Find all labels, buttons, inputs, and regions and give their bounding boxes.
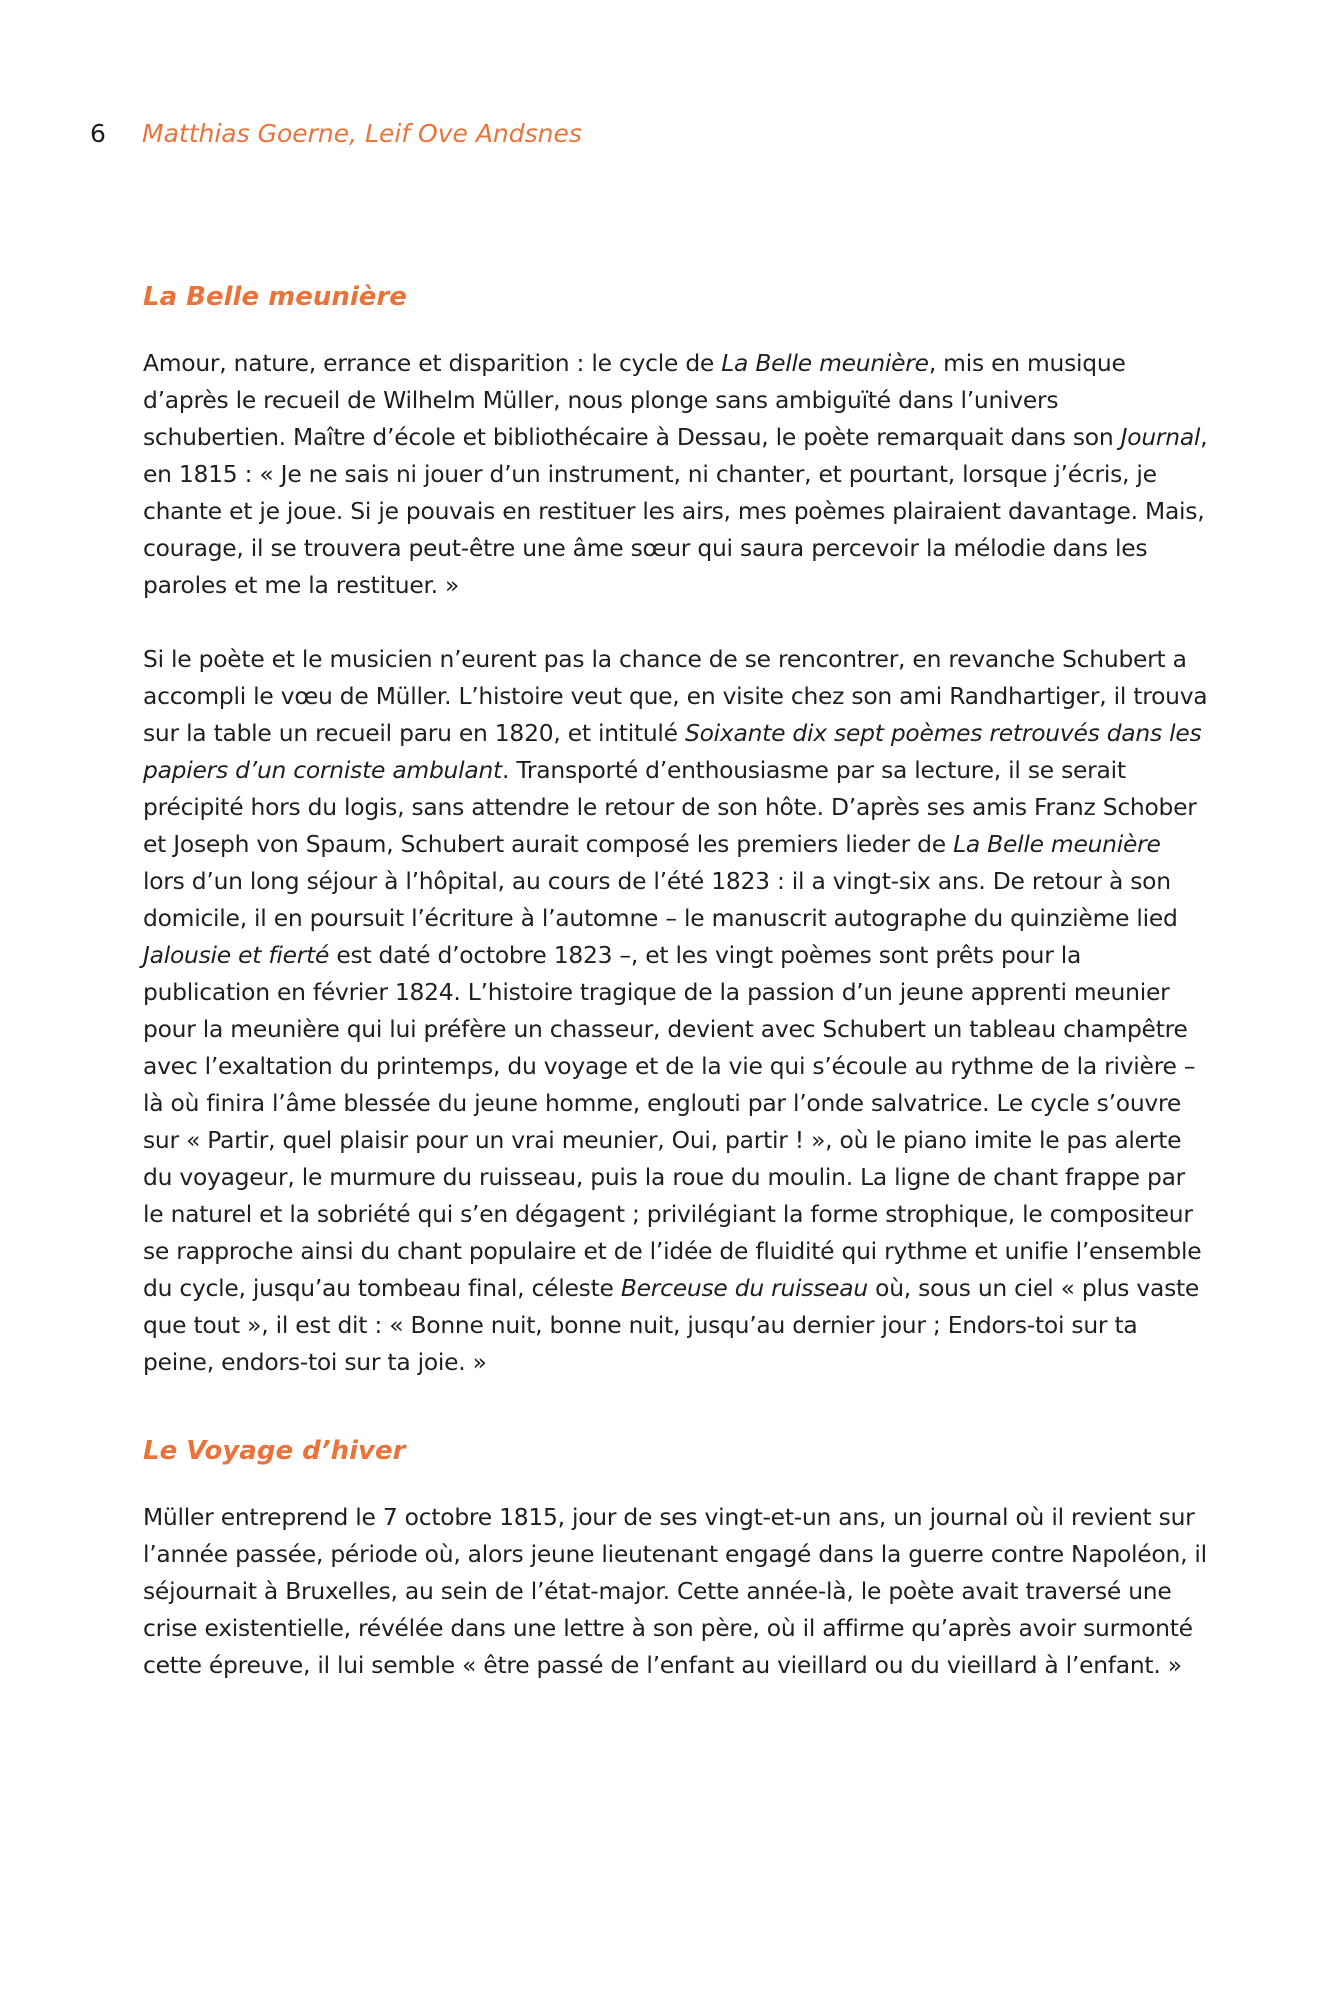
text-run: , mis en musique d’après le recueil de Wilhelm Müller, nous plonge sans ambiguïté dans l’univers schubertien. Maître d’école et bibliothécaire à Dessau, le poète remarquait dans son [143,349,1126,451]
text-run: . Transporté d’enthousiasme par sa lecture, il se serait précipité hors du logis, sans attendre le retour de son hôte. D’après ses amis Franz Schober et Joseph von Spaum, Schubert aurait composé les premiers lieder de [143,756,1197,858]
work-title: Berceuse du ruisseau [620,1274,868,1302]
work-title: Jalousie et fierté [143,941,330,969]
section-title-voyage-hiver: Le Voyage d’hiver [143,1436,406,1466]
work-title: La Belle meunière [953,830,1161,858]
running-head: Matthias Goerne, Leif Ove Andsnes [142,119,582,148]
article-body [143,279,1208,1684]
paragraph [143,345,1208,604]
text-run: Amour, nature, errance et disparition : le cycle de [143,349,722,377]
text-run: est daté d’octobre 1823 –, et les vingt poèmes sont prêts pour la publication en février 1824. L’histoire tragique de la passion d’un jeune apprenti meunier pour la meunière qui lui préfère un chasseur, devient avec Schubert un tableau champêtre avec l’exaltation du printemps, du voyage et de la vie qui s’écoule au rythme de la rivière – là où finira l’âme blessée du jeune homme, englouti par l’onde salvatrice. Le cycle s’ouvre sur « Partir, quel plaisir pour un vrai meunier, Oui, partir ! », où le piano imite le pas alerte du voyageur, le murmure du ruisseau, puis la roue du moulin. La ligne de chant frappe par le naturel et la sobriété qui s’en dégagent ; privilégiant la forme strophique, le compositeur se rapproche ainsi du chant populaire et de l’idée de fluidité qui rythme et unifie l’ensemble du cycle, jusqu’au tombeau final, céleste [143,941,1202,1302]
text-run: , en 1815 : « Je ne sais ni jouer d’un instrument, ni chanter, et pourtant, lorsque j’écris, je chante et je joue. Si je pouvais en restituer les airs, mes poèmes plairaient davantage. Mais, courage, il se trouvera peut-être une âme sœur qui saura percevoir la mélodie dans les paroles et me la restituer. » [143,423,1208,599]
work-title: Journal [1120,423,1201,451]
section-title-belle-meuniere: La Belle meunière [143,282,407,312]
text-run: Si le poète et le musicien n’eurent pas la chance de se rencontrer, en revanche Schubert a accompli le vœu de Müller. L’histoire veut que, en visite chez son ami Randhartiger, il trouva sur la table un recueil paru en 1820, et intitulé [143,645,1208,747]
paragraph [143,1499,1208,1684]
page-number: 6 [90,119,106,148]
text-run: où, sous un ciel « plus vaste que tout », il est dit : « Bonne nuit, bonne nuit, jusqu’au dernier jour ; Endors-toi sur ta peine, endors-toi sur ta joie. » [143,1274,1200,1376]
work-title: La Belle meunière [721,349,929,377]
text-run: lors d’un long séjour à l’hôpital, au cours de l’été 1823 : il a vingt-six ans. De retour à son domicile, il en poursuit l’écriture à l’automne – le manuscrit autographe du quinzième lied [143,867,1178,932]
text-run: Müller entreprend le 7 octobre 1815, jour de ses vingt-et-un ans, un journal où il revient sur l’année passée, période où, alors jeune lieutenant engagé dans la guerre contre Napoléon, il séjournait à Bruxelles, au sein de l’état-major. Cette année-là, le poète avait traversé une crise existentielle, révélée dans une lettre à son père, où il affirme qu’après avoir surmonté cette épreuve, il lui semble « être passé de l’enfant au vieillard ou du vieillard à l’enfant. » [143,1503,1207,1679]
page-header [90,117,582,151]
work-title: Soixante dix sept poèmes retrouvés dans les papiers d’un corniste ambulant [143,719,1202,784]
paragraph [143,641,1208,1381]
